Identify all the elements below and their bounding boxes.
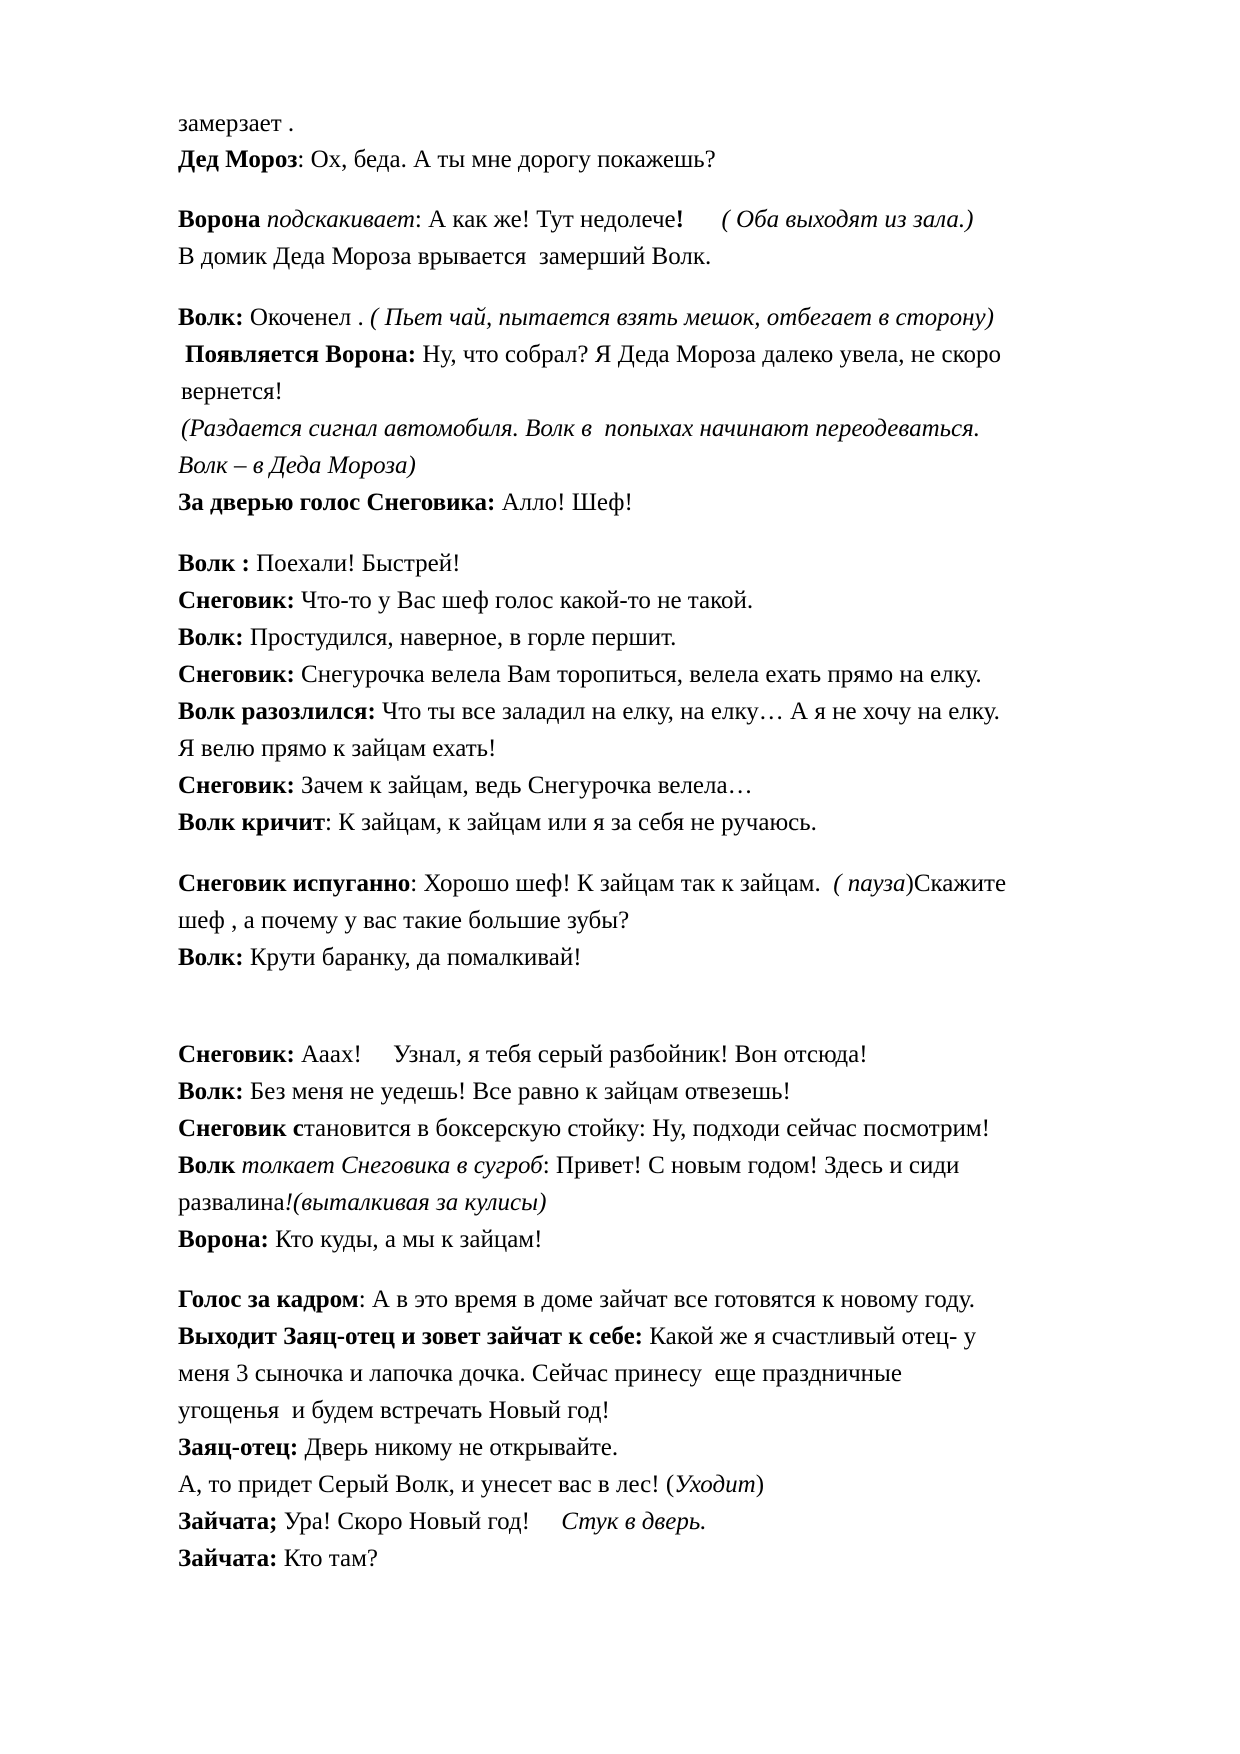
dialogue-text: вернется! [181, 378, 283, 405]
dialogue-text: Крути баранку, да помалкивай! [243, 944, 582, 971]
dialogue-text: Кто куды, а мы к зайцам! [268, 1226, 543, 1253]
speaker-label: За дверью голос Снеговика: [178, 489, 496, 516]
dialogue-text: )Скажите [905, 870, 1007, 897]
text-line-20 [178, 907, 629, 935]
stage-direction: ( Оба выходят из зала.) [721, 206, 974, 233]
dialogue-text: Ну, что собрал? Я Деда Мороза далеко увела, не скоро [416, 341, 1001, 368]
text-line-14 [178, 661, 982, 689]
dialogue-text [684, 206, 722, 233]
dialogue-text: Окоченел . [243, 304, 371, 331]
text-line-9 [178, 452, 416, 480]
dialogue-text: : А в это время в доме зайчат все готовятся к новому году. [358, 1286, 976, 1313]
dialogue-text: угощенья и будем встречать Новый год! [178, 1397, 610, 1424]
dialogue-text: : Ох, беда. А ты мне дорогу покажешь? [297, 146, 716, 173]
speaker-label: Волк кричит [178, 809, 326, 836]
dialogue-text: Ааах! Узнал, я тебя серый разбойник! Вон отсюда! [294, 1041, 868, 1068]
text-line-11 [178, 550, 460, 578]
dialogue-text: замерзает . [178, 110, 295, 137]
stage-direction: ( Пьет чай, пытается взять мешок, отбегает в сторону) [370, 304, 994, 331]
speaker-label: Ворона: [178, 1226, 269, 1253]
stage-direction: ( пауза [833, 870, 906, 897]
speaker-label: Ворона [178, 206, 261, 233]
stage-direction: подскакивает [266, 206, 415, 233]
text-line-7 [181, 378, 283, 406]
stage-direction: толкает Снеговика в сугроб [241, 1152, 543, 1179]
text-line-34 [178, 1508, 707, 1536]
dialogue-text: Простудился, наверное, в горле першит. [243, 624, 677, 651]
text-line-21 [178, 944, 582, 972]
text-line-27 [178, 1226, 542, 1254]
speaker-label: Зайчата; [178, 1508, 278, 1535]
dialogue-text: шеф , а почему у вас такие большие зубы? [178, 907, 630, 934]
speaker-label: Волк: [178, 304, 244, 331]
speaker-label: Снеговик: [178, 1041, 295, 1068]
text-line-23 [178, 1078, 791, 1106]
dialogue-text: А, то придет Серый Волк, и унесет вас в лес! ( [178, 1471, 675, 1498]
text-line-1 [178, 110, 294, 138]
dialogue-text: Что-то у Вас шеф голос какой-то не такой. [294, 587, 754, 614]
text-line-2 [178, 146, 716, 174]
text-line-16 [178, 735, 496, 763]
speaker-label: Дед Мороз [178, 146, 298, 173]
text-line-17 [178, 772, 753, 800]
dialogue-text: В домик Деда Мороза врывается замерший Волк. [178, 243, 712, 270]
dialogue-text: : А как же! Тут недолече [414, 206, 676, 233]
text-line-33 [178, 1471, 764, 1499]
dialogue-text: ) [755, 1471, 765, 1498]
dialogue-text: : К зайцам, к зайцам или я за себя не ручаюсь. [325, 809, 817, 836]
speaker-label: Снеговик с [178, 1115, 304, 1142]
stage-direction: (Раздается сигнал автомобиля. Волк в попыхах начинают переодеваться. [181, 415, 980, 442]
stage-direction: !(выталкивая за кулисы) [284, 1189, 547, 1216]
text-line-10 [178, 489, 633, 517]
stage-direction: Волк – в Деда Мороза) [178, 452, 416, 479]
text-line-30 [178, 1360, 902, 1388]
text-line-32 [178, 1434, 618, 1462]
text-line-24 [178, 1115, 990, 1143]
speaker-label: Волк: [178, 1078, 244, 1105]
dialogue-text: меня 3 сыночка и лапочка дочка. Сейчас принесу еще праздничные [178, 1360, 902, 1387]
dialogue-text: Я велю прямо к зайцам ехать! [178, 735, 497, 762]
text-line-6 [185, 341, 1001, 369]
dialogue-text: Без меня не уедешь! Все равно к зайцам отвезешь! [243, 1078, 791, 1105]
dialogue-text: тановится в боксерскую стойку: Ну, подходи сейчас посмотрим! [303, 1115, 990, 1142]
dialogue-text: Кто там? [277, 1545, 379, 1572]
dialogue-text: Ура! Скоро Новый год! [277, 1508, 562, 1535]
speaker-label: Волк разозлился: [178, 698, 376, 725]
text-line-29 [178, 1323, 976, 1351]
text-line-15 [178, 698, 1000, 726]
text-line-8 [181, 415, 980, 443]
speaker-label: Волк : [178, 550, 250, 577]
text-line-31 [178, 1397, 610, 1425]
speaker-label: Зайчата: [178, 1545, 278, 1572]
dialogue-text: Что ты все заладил на елку, на елку… А я не хочу на елку. [375, 698, 1000, 725]
text-line-22 [178, 1041, 868, 1069]
text-line-19 [178, 870, 1006, 898]
text-line-28 [178, 1286, 975, 1314]
dialogue-text: : Хорошо шеф! К зайцам так к зайцам. [410, 870, 834, 897]
speaker-label: Снеговик испуганно [178, 870, 411, 897]
dialogue-text: развалина [178, 1189, 285, 1216]
dialogue-text: Какой же я счастливый отец- у [643, 1323, 977, 1350]
text-line-18 [178, 809, 817, 837]
speaker-label: Появляется Ворона: [185, 341, 417, 368]
text-line-26 [178, 1189, 546, 1217]
text-line-3 [178, 206, 973, 234]
text-line-13 [178, 624, 676, 652]
speaker-label: Волк: [178, 944, 244, 971]
speaker-label: ! [675, 206, 684, 233]
stage-direction: Уходит [674, 1471, 756, 1498]
text-line-12 [178, 587, 753, 615]
speaker-label: Волк [178, 1152, 236, 1179]
speaker-label: Снеговик: [178, 772, 295, 799]
dialogue-text: Алло! Шеф! [495, 489, 633, 516]
speaker-label: Волк: [178, 624, 244, 651]
dialogue-text: Снегурочка велела Вам торопиться, велела ехать прямо на елку. [294, 661, 982, 688]
text-line-35 [178, 1545, 378, 1573]
speaker-label: Снеговик: [178, 661, 295, 688]
dialogue-text: Дверь никому не открывайте. [298, 1434, 619, 1461]
text-line-5 [178, 304, 994, 332]
text-line-4 [178, 243, 711, 271]
dialogue-text: : Привет! С новым годом! Здесь и сиди [542, 1152, 960, 1179]
speaker-label: Голос за кадром [178, 1286, 359, 1313]
speaker-label: Выходит Заяц-отец и зовет зайчат к себе: [178, 1323, 643, 1350]
dialogue-text: Зачем к зайцам, ведь Снегурочка велела… [294, 772, 753, 799]
speaker-label: Заяц-отец: [178, 1434, 299, 1461]
text-line-25 [178, 1152, 959, 1180]
stage-direction: Стук в дверь. [561, 1508, 707, 1535]
dialogue-text: Поехали! Быстрей! [249, 550, 461, 577]
speaker-label: Снеговик: [178, 587, 295, 614]
